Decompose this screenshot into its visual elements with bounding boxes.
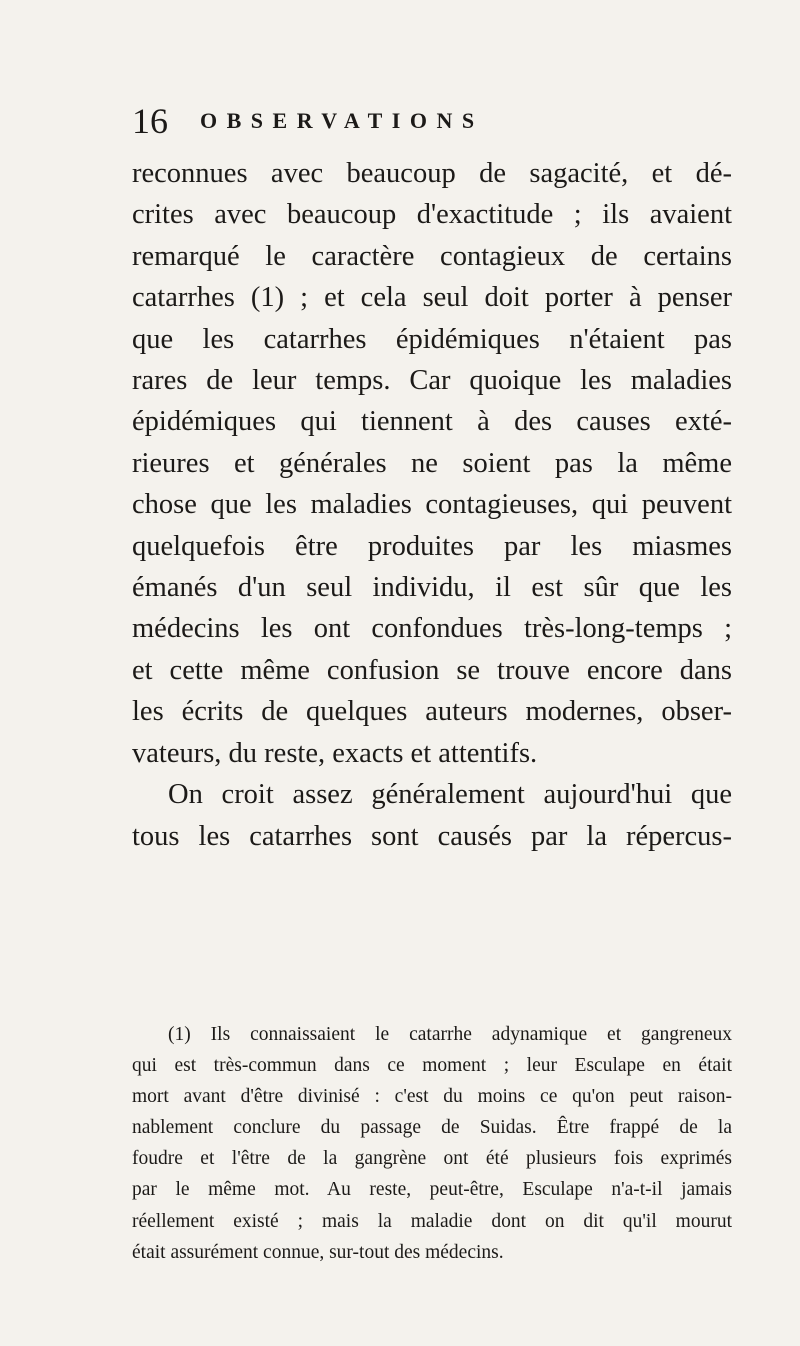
text-line: remarqué le caractère contagieux de certains [132, 240, 732, 272]
page-number: 16 [132, 101, 168, 141]
text-line: épidémiques qui tiennent à des causes exté- [132, 406, 732, 438]
page-header [132, 96, 732, 146]
text-line: reconnues avec beaucoup de sagacité, et dé- [132, 158, 732, 189]
text-line: tous les catarrhes sont causés par la répercus- [132, 820, 732, 852]
footnote-line: (1) Ils connaissaient le catarrhe adynamique et gangreneux [168, 1024, 732, 1045]
text-line: catarrhes (1) ; et cela seul doit porter à penser [132, 282, 732, 314]
text-line: vateurs, du reste, exacts et attentifs. [132, 737, 538, 769]
footnote-line: foudre et l'être de la gangrène ont été plusieurs fois exprimés [132, 1148, 732, 1170]
footnote-line: qui est très-commun dans ce moment ; leur Esculape en était [132, 1055, 732, 1077]
text-line: chose que les maladies contagieuses, qui peuvent [132, 489, 732, 521]
footnote-line: par le même mot. Au reste, peut-être, Esculape n'a-t-il jamais [132, 1179, 732, 1201]
text-line: crites avec beaucoup d'exactitude ; ils avaient [132, 199, 732, 231]
text-line: médecins les ont confondues très-long-temps ; [132, 613, 732, 645]
text-line: rieures et générales ne soient pas la même [132, 447, 732, 479]
text-line: les écrits de quelques auteurs modernes, obser- [132, 696, 732, 728]
footnote-line: réellement existé ; mais la maladie dont on dit qu'il mourut [132, 1210, 732, 1232]
text-line: et cette même confusion se trouve encore dans [132, 654, 732, 686]
main-text [132, 153, 732, 857]
footnote [132, 1019, 732, 1268]
text-line: quelquefois être produites par les miasmes [132, 530, 732, 562]
running-title: OBSERVATIONS [200, 108, 484, 133]
text-line: émanés d'un seul individu, il est sûr que les [132, 572, 732, 604]
text-line: rares de leur temps. Car quoique les maladies [132, 365, 732, 397]
footnote-line: nablement conclure du passage de Suidas. Être frappé de la [132, 1117, 732, 1139]
footnote-line: était assurément connue, sur-tout des médecins. [132, 1241, 504, 1263]
paragraph-start-line: On croit assez généralement aujourd'hui que [168, 779, 732, 811]
footnote-line: mort avant d'être divinisé : c'est du moins ce qu'on peut raison- [132, 1086, 732, 1108]
text-line: que les catarrhes épidémiques n'étaient pas [132, 323, 732, 355]
